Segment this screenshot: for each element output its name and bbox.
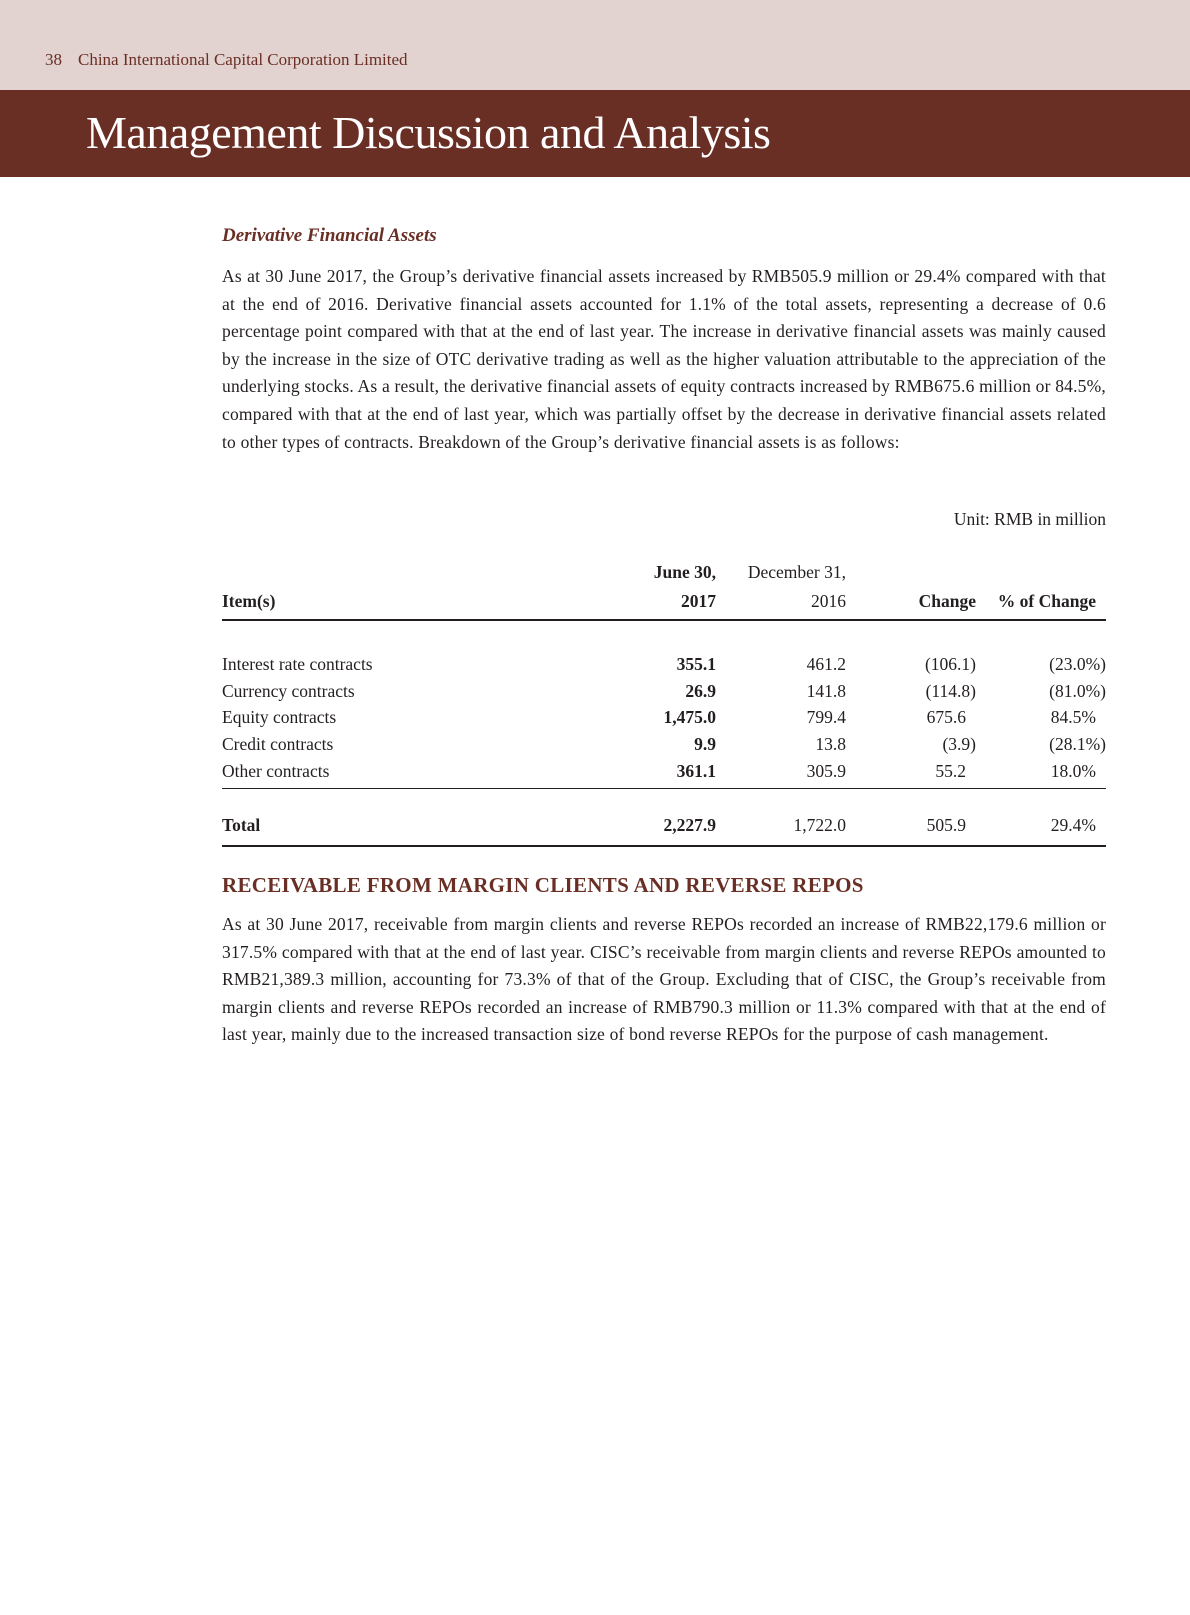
- cell-jun2017: 9.9: [694, 734, 716, 755]
- cell-dec2016: 1,722.0: [716, 809, 846, 846]
- section-title: Management Discussion and Analysis: [86, 107, 771, 158]
- cell-pct: 18.0%: [976, 758, 1106, 788]
- header-item: Item(s): [222, 587, 486, 620]
- header-jun-line2: 2017: [486, 587, 716, 620]
- margin-paragraph: As at 30 June 2017, receivable from margin clients and reverse REPOs recorded an increase of RMB22,179.6 million or 317.5% compared with that at the end of last year. CISC’s receivable from margin clients and reverse REPOs amounted to RMB21,389.3 million, accounting for 73.3% of that of the Group. Excluding that of CISC, the Group’s receivable from margin clients and reverse REPOs recorded an increase of RMB790.3 million or 11.3% compared with that at the end of last year, mainly due to the increased transaction size of bond reverse REPOs for the purpose of cash management.: [222, 914, 1106, 1045]
- cell-dec2016: 13.8: [815, 734, 846, 755]
- table-row: [222, 705, 1106, 732]
- header-dec-line1: December 31,: [747, 562, 846, 582]
- cell-jun2017: 1,475.0: [663, 707, 716, 728]
- cell-dec2016: 799.4: [806, 707, 846, 728]
- cell-item: Other contracts: [222, 758, 486, 788]
- cell-item: Interest rate contracts: [222, 653, 373, 674]
- table-row: [222, 731, 1106, 758]
- running-header-band: [0, 0, 1190, 90]
- cell-item: Credit contracts: [222, 734, 334, 755]
- cell-dec2016: 141.8: [806, 680, 846, 701]
- cell-pct: (23.0%): [1049, 653, 1106, 674]
- table-row: [222, 758, 1106, 788]
- cell-change: 675.6: [926, 707, 966, 728]
- header-jun-line1: June 30,: [653, 562, 716, 582]
- cell-pct: 84.5%: [1050, 707, 1096, 728]
- table-header-row-1: [222, 558, 1106, 587]
- header-change: Change: [846, 587, 976, 620]
- table-row: [222, 678, 1106, 705]
- cell-change: (3.9): [942, 734, 976, 755]
- margin-heading: RECEIVABLE FROM MARGIN CLIENTS AND REVERSE REPOS: [222, 873, 864, 897]
- company-name: China International Capital Corporation Limited: [78, 50, 408, 69]
- table-header-row-2: [222, 587, 1106, 620]
- derivatives-subheading: Derivative Financial Assets: [222, 225, 437, 246]
- header-dec-line2: 2016: [716, 587, 846, 620]
- cell-jun2017: 2,227.9: [486, 809, 716, 846]
- cell-item: Currency contracts: [222, 680, 355, 701]
- cell-jun2017: 361.1: [486, 758, 716, 788]
- cell-pct: 29.4%: [976, 809, 1106, 846]
- running-header: [45, 50, 408, 70]
- cell-jun2017: 355.1: [676, 653, 716, 674]
- cell-change: (106.1): [924, 653, 976, 674]
- section-title-band: [0, 90, 1190, 177]
- cell-change: (114.8): [925, 680, 976, 701]
- header-pct-change: % of Change: [976, 587, 1106, 620]
- cell-jun2017: 26.9: [685, 680, 716, 701]
- cell-pct: (28.1%): [1049, 734, 1106, 755]
- cell-change: 55.2: [846, 758, 976, 788]
- table-total-row: [222, 809, 1106, 846]
- derivatives-table: [222, 558, 1106, 847]
- cell-change: 505.9: [846, 809, 976, 846]
- cell-dec2016: 305.9: [716, 758, 846, 788]
- derivatives-paragraph: As at 30 June 2017, the Group’s derivative financial assets increased by RMB505.9 million or 29.4% compared with that at the end of 2016. Derivative financial assets accounted for 1.1% of the total assets, representing a decrease of 0.6 percentage point compared with that at the end of last year. The increase in derivative financial assets was mainly caused by the increase in the size of OTC derivative trading as well as the higher valuation attributable to the appreciation of the underlying stocks. As a result, the derivative financial assets of equity contracts increased by RMB675.6 million or 84.5%, compared with that at the end of last year, which was partially offset by the decrease in derivative financial assets related to other types of contracts. Breakdown of the Group’s derivative financial assets is as follows:: [222, 266, 1106, 452]
- table-row: [222, 651, 1106, 678]
- cell-item: Total: [222, 809, 486, 846]
- cell-dec2016: 461.2: [806, 653, 846, 674]
- cell-item: Equity contracts: [222, 707, 337, 728]
- page-number: 38: [45, 50, 62, 69]
- unit-label: Unit: RMB in million: [953, 509, 1106, 529]
- cell-pct: (81.0%): [1049, 680, 1106, 701]
